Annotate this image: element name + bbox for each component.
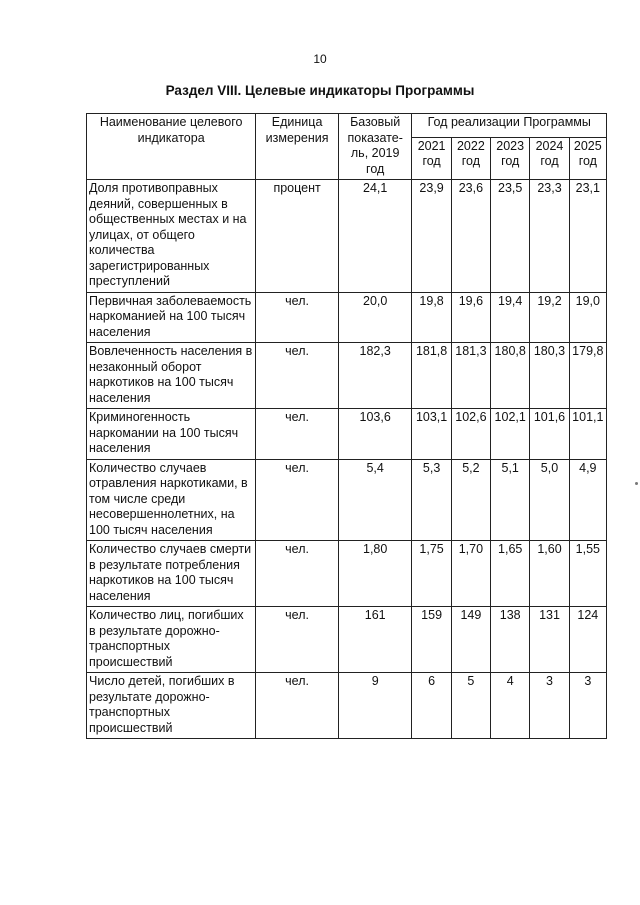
indicator-value-2025: 179,8 [569, 343, 606, 409]
header-years-group: Год реализации Программы [412, 114, 607, 138]
header-unit: Единица измерения [256, 114, 339, 180]
indicator-value-2023: 138 [491, 607, 530, 673]
header-year-2023: 2023 год [491, 137, 530, 179]
header-name: Наименование целевого индикатора [87, 114, 256, 180]
table-row [87, 409, 607, 460]
indicator-name: Количество лиц, погибших в результате дорожно-транспортных происшествий [87, 607, 256, 673]
indicator-value-2024: 3 [530, 673, 569, 739]
indicator-value-2022: 23,6 [451, 180, 490, 293]
indicator-value-2025: 1,55 [569, 541, 606, 607]
indicator-unit: чел. [256, 673, 339, 739]
table-row [87, 343, 607, 409]
indicator-unit: процент [256, 180, 339, 293]
indicator-unit: чел. [256, 409, 339, 460]
indicator-name: Доля противоправных деяний, совершенных в общественных местах и на улицах, от общего количества зарегистрированных преступлений [87, 180, 256, 293]
indicator-value-2024: 101,6 [530, 409, 569, 460]
indicator-value-2023: 1,65 [491, 541, 530, 607]
indicator-name: Количество случаев смерти в результате потребления наркотиков на 100 тысяч населения [87, 541, 256, 607]
indicator-base: 24,1 [338, 180, 412, 293]
indicator-value-2022: 102,6 [451, 409, 490, 460]
indicator-name: Количество случаев отравления наркотиками, в том числе среди несовершеннолетних, на 100 тысяч населения [87, 459, 256, 541]
indicator-value-2021: 23,9 [412, 180, 451, 293]
indicator-name: Число детей, погибших в результате дорожно-транспортных происшествий [87, 673, 256, 739]
indicator-unit: чел. [256, 343, 339, 409]
indicator-base: 20,0 [338, 292, 412, 343]
indicator-base: 5,4 [338, 459, 412, 541]
indicator-value-2024: 19,2 [530, 292, 569, 343]
indicator-unit: чел. [256, 607, 339, 673]
scan-speck [635, 482, 638, 485]
indicator-base: 161 [338, 607, 412, 673]
table-row [87, 607, 607, 673]
header-base: Базовый показате-ль, 2019 год [338, 114, 412, 180]
indicator-value-2022: 149 [451, 607, 490, 673]
indicator-base: 103,6 [338, 409, 412, 460]
indicator-value-2023: 102,1 [491, 409, 530, 460]
indicator-value-2021: 103,1 [412, 409, 451, 460]
header-year-2024: 2024 год [530, 137, 569, 179]
indicator-name: Криминогенность наркомании на 100 тысяч населения [87, 409, 256, 460]
indicator-unit: чел. [256, 541, 339, 607]
indicator-value-2022: 1,70 [451, 541, 490, 607]
indicator-value-2023: 180,8 [491, 343, 530, 409]
indicator-name: Вовлеченность населения в незаконный оборот наркотиков на 100 тысяч населения [87, 343, 256, 409]
header-year-2025: 2025 год [569, 137, 606, 179]
indicator-value-2021: 5,3 [412, 459, 451, 541]
indicator-value-2023: 5,1 [491, 459, 530, 541]
table-row [87, 541, 607, 607]
indicator-value-2023: 23,5 [491, 180, 530, 293]
indicator-value-2025: 4,9 [569, 459, 606, 541]
indicator-value-2023: 4 [491, 673, 530, 739]
indicator-value-2021: 1,75 [412, 541, 451, 607]
table-row [87, 459, 607, 541]
indicator-value-2024: 1,60 [530, 541, 569, 607]
table-row [87, 292, 607, 343]
indicator-base: 182,3 [338, 343, 412, 409]
header-year-2022: 2022 год [451, 137, 490, 179]
indicator-unit: чел. [256, 459, 339, 541]
indicator-name: Первичная заболеваемость наркоманией на 100 тысяч населения [87, 292, 256, 343]
indicators-table [86, 113, 607, 739]
indicator-base: 1,80 [338, 541, 412, 607]
section-title: Раздел VIII. Целевые индикаторы Программы [165, 83, 475, 98]
indicator-unit: чел. [256, 292, 339, 343]
indicator-value-2021: 19,8 [412, 292, 451, 343]
indicator-value-2024: 23,3 [530, 180, 569, 293]
table-row [87, 180, 607, 293]
page-number: 10 [313, 52, 327, 66]
indicator-value-2022: 5,2 [451, 459, 490, 541]
indicator-value-2022: 181,3 [451, 343, 490, 409]
indicator-value-2025: 124 [569, 607, 606, 673]
indicator-value-2025: 3 [569, 673, 606, 739]
indicator-value-2025: 19,0 [569, 292, 606, 343]
indicator-value-2024: 131 [530, 607, 569, 673]
header-year-2021: 2021 год [412, 137, 451, 179]
indicator-value-2025: 101,1 [569, 409, 606, 460]
indicator-value-2021: 159 [412, 607, 451, 673]
indicator-value-2022: 19,6 [451, 292, 490, 343]
indicator-value-2024: 5,0 [530, 459, 569, 541]
indicator-value-2023: 19,4 [491, 292, 530, 343]
table-row [87, 673, 607, 739]
indicator-value-2024: 180,3 [530, 343, 569, 409]
indicator-value-2021: 6 [412, 673, 451, 739]
indicator-value-2022: 5 [451, 673, 490, 739]
indicator-base: 9 [338, 673, 412, 739]
indicator-value-2025: 23,1 [569, 180, 606, 293]
indicator-value-2021: 181,8 [412, 343, 451, 409]
